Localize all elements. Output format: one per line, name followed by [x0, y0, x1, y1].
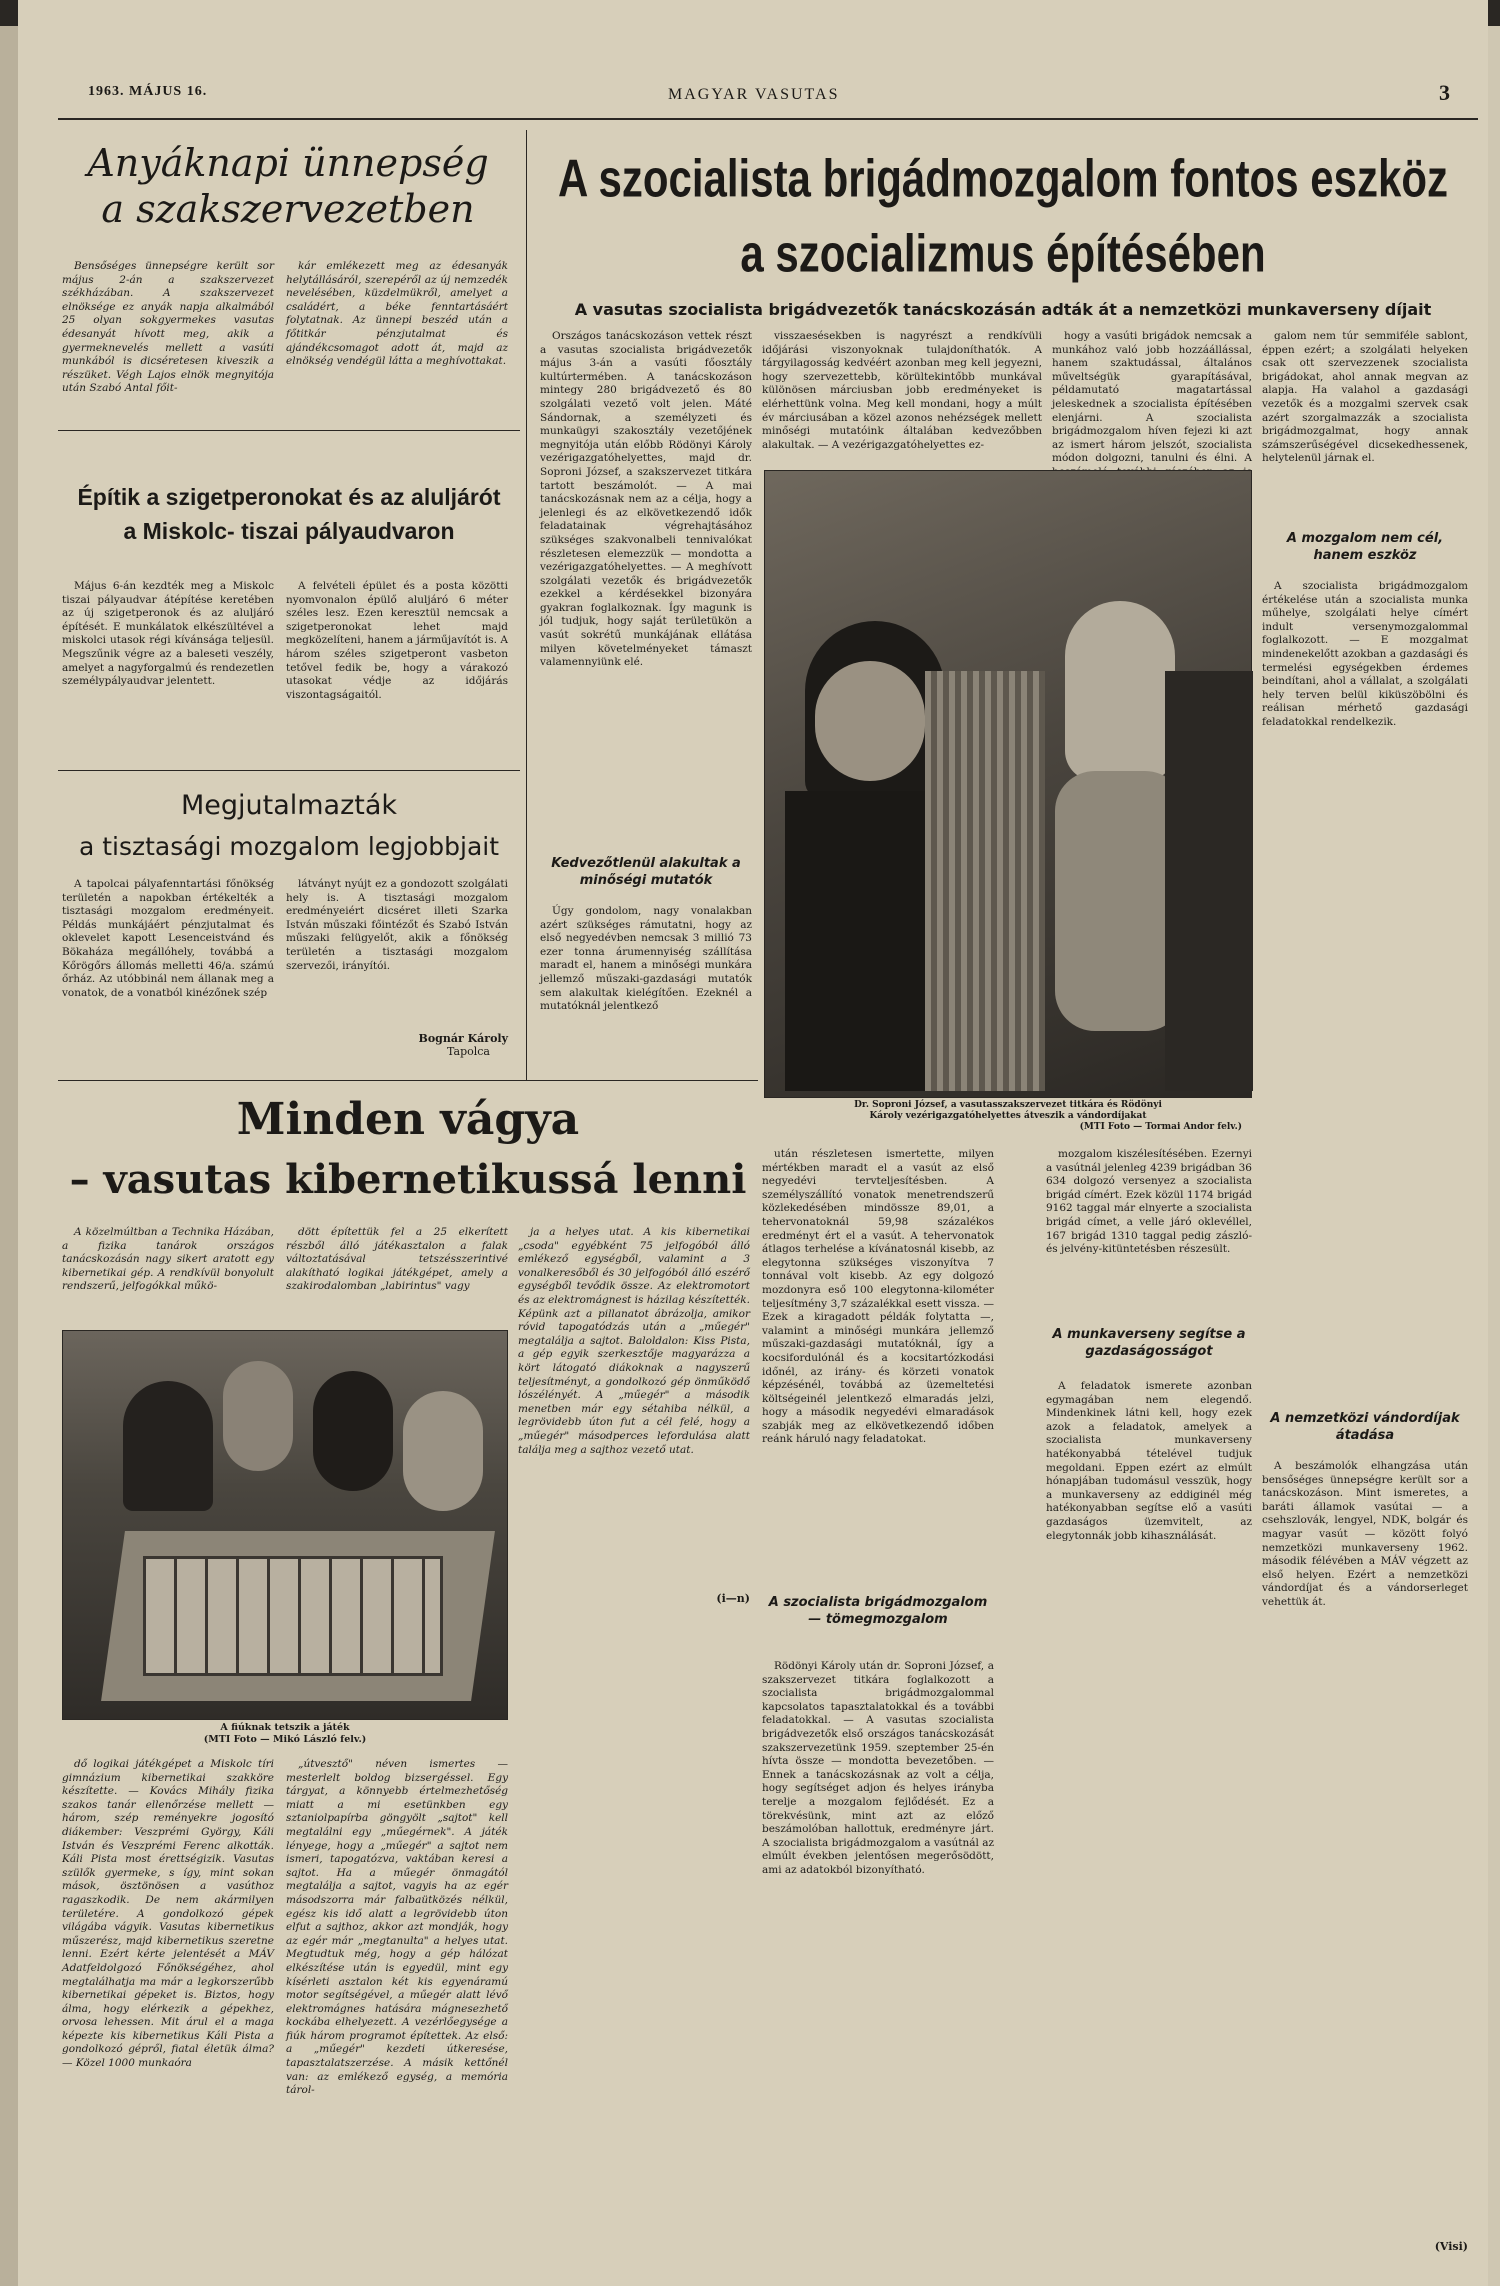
- award-col1: A tapolcai pályafenntartási főnökség területén a napokban értékelték a tisztasági mozgalom eredményeit. Példás munkájáért pénzjutalmat és oklevelet kapott Lesenceistvánd és Bökaháza megállóhely, továbbá a Kőrögőrs állomás melletti 46/a. számú őrház. Az utóbbinál nem állanak meg a vonatok, de a vonatból kinézőnek szép: [62, 878, 274, 999]
- brigade-photo-caption: Dr. Soproni József, a vasutasszakszervezet titkára és Rödönyi Károly vezérigazgatóhelyettes átveszik a vándordíjakat (MTI Foto — Tormai Andor felv.): [854, 1100, 1242, 1132]
- brigade-col2b: után részletesen ismertette, milyen mértékben maradt el a vasút az első negyedévi tervteljesítésben. A személyszállító vonatok menetrendszerű közlekedésében mindössze 89,01, a tehervonatoknál 59,98 százalékos eredményt ért el a vasút. A tehervonatok átlagos terhelése a kívánatosnál kisebb, az elegytonna szükséges viszonyítva 7 tonnával volt kisebb. Az egy dolgozó mozdonyra eső 100 elegytonna-kilométer teljesítmény 3,7 százalékkal esett vissza. — Ezek a kiragadott példák folytatta —, valamint a minőségi munkára jellemző műszaki-gazdasági mutatóknál, így a kocsifordulónál és a kocsitartózkodási időnél, az irány- és körzeti vonatok képzésénél, továbbá az üzemeltetési költségeinél jelentkező elmaradás jelzi, hogy a második negyedévi elmaradások szabják meg az elkövetkezendő időben reánk háruló nagy feladatokat.: [762, 1148, 994, 1446]
- brigade-col3b2: A feladatok ismerete azonban egymagában nem elegendő. Mindenkinek látni kell, hogy ezek azok a feladatok, amelyek a szocialista munkaverseny hatékonyabbá tételével tudjuk megoldani. Eppen ezért az elmúlt hónapjában tudomásul vesszük, hogy a munkaverseny az eddiginél még hatékonyabban segítse elő a vasúti gazdaságos üzemvitelt, az elegytonnák jobb kihasználását.: [1046, 1380, 1252, 1542]
- divider: [58, 770, 520, 771]
- cyber-mid-col: ja a helyes utat. A kis kibernetikai „csoda" egyébként 75 jelfogóból álló emlékező egységből, valamint a 3 vonalkeresőből és 30 jelfogóból álló eszérő egységből tevődik össze. Az elektromotort és az elektromágnest is házilag készítették. Képünk azt a pillanatot ábrázolja, amikor róvid tapogatódzás után a „műegér" megtalálja a sajtot. Baloldalon: Kiss Pista, a gép egyik szerkesztője magyarázza a kört látogató diákoknak a nagyszerű teljesítményt, a gondolkozó gép önműködő lószélényét. A „műegér" a második menetben már egy sétahiba nélkül, a legrövidebb úton fut a cél felé, hogy a „műegér" másodperces lefordulása alatt találja meg a sajthoz vezető utat.: [518, 1226, 750, 1456]
- brigade-col4-subhead: A mozgalom nem cél, hanem eszköz: [1286, 531, 1444, 563]
- column-divider: [526, 130, 527, 1080]
- divider: [58, 430, 520, 431]
- header-rule: [58, 118, 1478, 120]
- brigade-col3b: mozgalom kiszélesítésében. Ezernyi a vasútnál jelenleg 4239 brigádban 36 634 dolgozó versenyez a szocialista brigád címért. Ezek közül 1174 brigád 9162 taggal már elnyerte a szocialista brigád címet, a velle járó oklevéllel, 167 brigád 1310 taggal pedig zászló- és jelvény-kitüntetésben részesült.: [1046, 1148, 1252, 1256]
- page-header: [58, 80, 1478, 120]
- brigade-headline: A szocialista brigádmozgalom fontos eszköz a szocializmus építésében: [558, 149, 1448, 283]
- award-signature: Bognár Károly Tapolca: [418, 1032, 508, 1058]
- brigade-photo: [764, 470, 1252, 1098]
- cyber-bottom-col1: dő logikai játékgépet a Miskolc tíri gimnázium kibernetikai szakköre készítette. — Kovács Mihály fizika szakos tanár ellenőrzése mellett — három, szép reményekre jogosító diákember: Veszprémi György, Káli István és Veszprémi Ferenc alkották. Káli Pista most érettségizik. Vasutas szülők gyermeke, s így, mint sokan mások, ösztönösen a vasúthoz ragaszkodik. De nem akármilyen területére. A gondolkozó gépek világába vágyik. Vasutas kibernetikus műszerész, majd kibernetikus szeretne lenni. Ezért kérte jelentését a MÁV Adatfeldolgozó Főnökségéhez, ahol megtalálhatja ma már a legkorszerűbb kibernetikai gépeket is. Biztos, hogy álma, hogy elérkezik a gépekhez, orvosa lehessen. Mit árul el a maga képezte kis kibernetikus Káli Pista a gondolkozó gépről, fiatal életük álma? — Közel 1000 munkaóra: [62, 1758, 274, 2070]
- award-headline: Megjutalmazták a tisztasági mozgalom legjobbjait: [78, 790, 500, 861]
- mothers-day-headline: Anyáknapi ünnepség a szakszervezetben: [87, 141, 489, 231]
- brigade-signature: (Visi): [1434, 2240, 1468, 2253]
- brigade-subtitle: A vasutas szocialista brigádvezetők tanácskozásán adták át a nemzetközi munkaverseny díjait: [574, 300, 1432, 319]
- issue-date: 1963. MÁJUS 16.: [88, 84, 208, 99]
- cyber-intro-col1: A közelmúltban a Technika Házában, a fizika tanárok országos tanácskozásán nagy sikert aratott egy kibernetikai gép. A rendkívül bonyolult rendszerű, jelfogókkal műkö-: [62, 1226, 274, 1293]
- kids-photo-caption: A fiúknak tetszik a játék (MTI Foto — Mikó László felv.): [203, 1722, 367, 1745]
- award-col2: látványt nyújt ez a gondozott szolgálati hely is. A tisztasági mozgalom eredményeiért dicséret illeti Szarka István műszaki főintézőt és Szabó István műszaki felügyelőt, akik a főnökség területén a tisztasági mozgalom szervezői, irányítói.: [286, 878, 508, 972]
- mothers-day-col1: Bensőséges ünnepségre került sor május 2-án a szakszervezet székházában. A szakszervezet elnöksége ez anyák napja alkalmából 25 olyan sokgyermekes vasutas édesanyát hívott meg, akik a gyermeknevelés mellett a vasúti munkából is dicséretesen kiveszik a részüket. Végh Lajos elnök megnyitója után Szabó Antal főit-: [62, 260, 274, 395]
- miskolc-col1: Május 6-án kezdték meg a Miskolc tiszai pályaudvar átépítése keretében az új szigetperonok és az aluljáró építését. E munkálatok elkészültével a miskolci utasok régi kívánsága teljesül. Megszűnik végre az a baleseti veszély, amelyet a nagyforgalmú és rendezetlen személypályaudvar jelentett.: [62, 580, 274, 688]
- brigade-col1-subhead: Kedvezőtlenül alakultak a minőségi mutatók: [551, 856, 741, 888]
- newspaper-name: MAGYAR VASUTAS: [668, 86, 840, 103]
- brigade-col4c: A beszámolók elhangzása után bensőséges ünnepségre került sor a tanácskozáson. Mint ismeretes, a baráti államok vasútai — a csehszlovák, lengyel, NDK, bolgár és magyar vasút — között folyó nemzetközi munkaverseny 1962. második félévében a MÁV végzett az első helyen. Ezért a nemzetközi vándordíjat és a vándorserleget vehettük át.: [1262, 1460, 1468, 1608]
- brigade-col2c: Rödönyi Károly után dr. Soproni József, a szakszervezet titkára foglalkozott a szocialista brigádmozgalommal kapcsolatos tapasztalatokkal és a további feladatokkal. — A vasutas szocialista brigádvezetők első országos tanácskozását szakszervezetünk 1959. szeptember 25-én hívta össze — mondotta bevezetőben. — Ennek a tanácskozásnak az volt a célja, hogy segítséget adjon és helyes irányba terelje a mozgalom fejlődését. Ez a törekvésünk, mint azt az előző beszámolóban hallottuk, eredményre járt. A szocialista brigádmozgalom a vasútnál az elmúlt években jelentősen megerősödött, ami az adatokból bizonyítható.: [762, 1660, 994, 1876]
- cyber-bottom-col2: „útvesztő" néven ismertes — mesterlelt boldog bizsergéssel. Egy tárgyat, a könnyebb értelmezhetőség miatt a mi esetünkben egy sztaniolpapírba göngyölt „sajtot" kell megtalálni egy „műegérnek". A játék lényege, hogy a „műegér" a sajtot nem ismeri, tapogatózva, vaktában keresi a sajtot. Ha a műegér önmagától megtalálja a sajtot, vagyis ha az egér másodszorra már falbaütközés nélkül, egész kis idő alatt a legrövidebb úton elfut a sajthoz, akkor azt mondják, hogy az egér már „megtanulta" a helyes utat. Megtudtuk még, hogy a gép hálózat elkészítése után is egyedül, mint egy kísérleti asztalon két kis egyenáramú motor segítségével, a műegér alatt lévő elektromágnes hatására mágnesezhető kockába elhelyezett. A vezérlőegysége a fiúk három programot építettek. Az első: a „műegér" kezdeti útkeresése, tapasztalatszerzése. A másik kettőnél van: az emlékező egység, a memória tárol-: [286, 1758, 508, 2097]
- brigade-col4-subhead2: A nemzetközi vándordíjak átadása: [1270, 1411, 1460, 1443]
- brigade-col4b: A szocialista brigádmozgalom értékelése után a szocialista munka műhelye, szolgálati helye címért indult versenymozgalommal foglalkozott. — E mozgalmat mindenekelőtt azokban a gazdasági és termelési egységekben érdemes beindítani, ahol a vállalat, a szolgálati hely terven belül kiküszöbölni és reálisan mérhető gazdasági feladatokkal rendelkezik.: [1262, 580, 1468, 728]
- brigade-col4: galom nem túr semmiféle sablont, éppen ezért; a szolgálati helyeken csak ott szervezzenek szocialista brigádokat, ahol annak megvan az alapja. Ha valahol a gazdasági vezetők és a mozgalmi szervek csak azért szorgalmazzák a szocialista brigádmozgalmat, hogy annak számszerűségével dicsekedhessenek, helytelenül járnak el.: [1262, 330, 1468, 465]
- miskolc-headline: Építik a szigetperonokat és az aluljárót a Miskolc- tiszai pályaudvaron: [77, 484, 501, 544]
- divider: [58, 1080, 758, 1081]
- brigade-col3-subhead: A munkaverseny segítse a gazdaságosságot: [1052, 1327, 1246, 1359]
- brigade-col3: hogy a vasúti brigádok nemcsak a munkához való jobb hozzáállással, hanem szaktudással, általános műveltségük gyarapításával, példamutató magatartással jeleskednek a szocialista építésében elenjárni. A szocialista brigádmozgalom híven fejezi ki azt az ismert három jelszót, szocialista módon dolgozni, tanulni és élni. A: [1052, 330, 1252, 465]
- brigade-col2-subhead: A szocialista brigádmozgalom — tömegmozgalom: [768, 1595, 988, 1627]
- newspaper-page: [18, 0, 1488, 2286]
- cyber-intro-col2: dött építettük fel a 25 elkerített részből álló játékasztalon a falak változtatásával tetszésszerintivé alakítható logikai játékgépet, amely a szakirodalomban „labirintus" vagy: [286, 1226, 508, 1293]
- kids-game-photo: [62, 1330, 508, 1720]
- miskolc-col2: A felvételi épület és a posta közötti nyomvonalon épülő aluljáró 6 méter széles lesz. Ezen keresztül nemcsak a szigetperonokat lehet majd megközelíteni, hanem a járműjavítót is. A három széles szigetperont vasbeton tetővel fedik be, hogy a várakozó utasokat védje az időjárás viszontagságaitól.: [286, 580, 508, 701]
- cyber-mid-sign: (i—n): [716, 1592, 750, 1605]
- brigade-col2: visszaesésekben is nagyrészt a rendkívüli időjárási viszonyoknak tulajdoníthatók. A tárgyilagosság kedvéért azonban meg kell jegyezni, hogy szervezettebb, körültekintőbb munkával különösen márciusban jobb eredményeket is elérhettünk volna. Meg kell mondani, hogy a múlt év márciusában a közel azonos nehézségek mellett minőségi mutatóink általában kedvezőbben alakultak. — A vezérigazgatóhelyettes ez-: [762, 330, 1042, 451]
- brigade-col1b: Úgy gondolom, nagy vonalakban azért szükséges rámutatni, hogy az első negyedévben nemcsak 3 millió 73 ezer tonna árumennyiség szállítása maradt el, hanem a minőségi munkára jellemző műszaki-gazdasági mutatók sem alakultak kielégítően. Ezeknél a mutatóknál jelentkező: [540, 905, 752, 1013]
- mothers-day-col2: kár emlékezett meg az édesanyák helytállásáról, szerepéről az új nemzedék nevelésében, küzdelmükről, amelyet a családért, a béke fenntartásáért folytatnak. Az ünnepi beszéd után a főtitkár pénzjutalmat és ajándékcsomagot adott át, majd az elnökség vendégül látta a meghívottakat.: [286, 260, 508, 368]
- brigade-col1: Országos tanácskozáson vettek részt a vasutas szocialista brigádvezetők május 3-án a vasúti főosztály kultúrtermében. A tanácskozáson mintegy 280 brigádvezető és 80 szolgálati vezető volt jelen. Máté Sándornak, a személyzeti és munkaügyi szakosztály vezetőjének megnyitója után előbb Rödönyi Károly vezérigazgatóhelyettes, majd dr. Soproni József, a szakszervezet titkára tartott beszámolót. — A mai tanácskozásnak nem az a célja, hogy a jelenlegi és az elkövetkezendő idők feladatainak végrehajtásához szükséges szakvonalbeli tennivalókat részletesen elemezzük — mondotta a vezérigazgatóhelyettes. — A meghívott szolgálati vezetők és brigádvezetők ezekkel a kérdésekkel bizonyára gyakran foglalkoznak. Így magunk is jól tudjuk, hogy saját területükön a vasút sokrétű munkájának ellátása milyen követelményeket támaszt valamennyiünk elé.: [540, 330, 752, 669]
- cyber-headline: Minden vágya – vasutas kibernetikussá lenni: [69, 1094, 747, 1203]
- scan-left-edge: [0, 26, 18, 2286]
- page-number: 3: [1439, 80, 1450, 105]
